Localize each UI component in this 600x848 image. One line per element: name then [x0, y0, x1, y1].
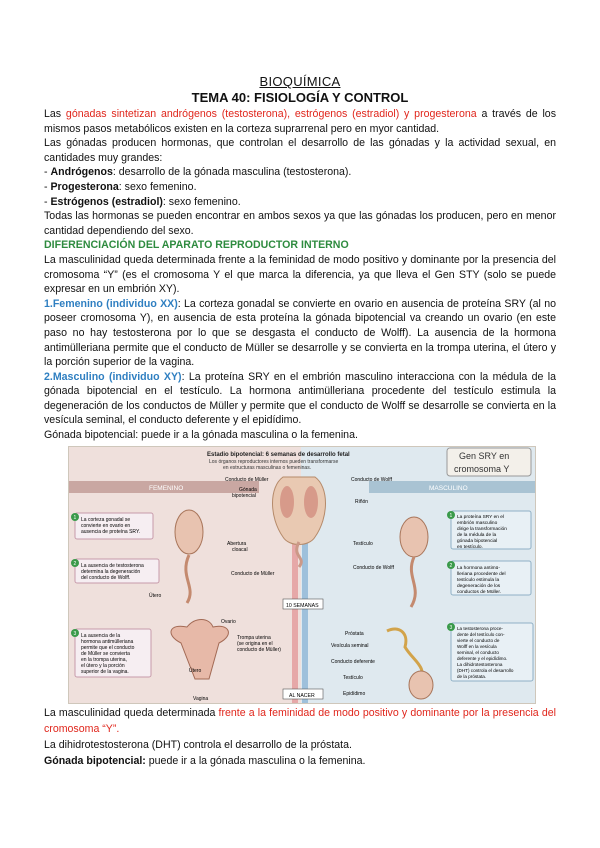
- box-text: de la médula de la: [457, 533, 497, 538]
- box-text: ausencia de proteína SRY.: [81, 529, 141, 535]
- label: Útero: [189, 668, 202, 674]
- box-text: superior de la vagina.: [81, 669, 129, 675]
- male-paragraph: 2.Masculino (individuo XY): La proteína SRY en el embrión masculino interacciona con la médula de la gónada bipotencial en el testículo. La hormona antimülleriana procedente del testículo estimula la degeneración de los conductos de Müller y permite que el conducto de Wolff se desarrolle se convierta en la vesícula seminal, el conducto deferente y el epidídimo.: [44, 370, 556, 427]
- hormone-list-item: - Andrógenos: desarrollo de la gónada masculina (testosterona).: [44, 166, 352, 179]
- box-text: convierte en ovario en: [81, 523, 131, 529]
- femenino-label: FEMENINO: [149, 485, 184, 492]
- closing-paragraph-1: La masculinidad queda determinada frente a la feminidad de modo positivo y dominante por la presencia del cromosoma “Y”.: [44, 707, 556, 735]
- section-heading: DIFERENCIACIÓN DEL APARATO REPRODUCTOR INTERNO: [44, 239, 349, 252]
- label: Conducto de Müller: [231, 571, 275, 577]
- box-text: Wolff en la vesícula: [457, 644, 497, 649]
- box-text: La corteza gonadal se: [81, 517, 131, 523]
- label: Riñón: [355, 499, 369, 505]
- box-text: permite que el conducto: [81, 645, 135, 651]
- sry-badge-line: cromosoma Y: [454, 464, 510, 474]
- box-text: La hormona antimü-: [457, 566, 500, 571]
- box-text: en testículo.: [457, 545, 483, 550]
- box-text: degeneración de los: [457, 584, 501, 589]
- box-text: La ausencia de testosterona: [81, 563, 144, 569]
- diagram-subtitle: en estructuras masculinas o femeninas.: [223, 465, 312, 471]
- female-paragraph: 1.Femenino (individuo XX): La corteza gonadal se convierte en ovario en ausencia de proteína SRY (al no poseer cromosoma Y), en ausencia de esta proteína la gónada bipotencial va creando un ovario (en este paso no hay testosterona por lo que se desgasta el conducto de Wolff). La ausencia de la hormona antimülleriana permite que el conducto de Müller se desarrolle y se convierta en la trompa uterina, el útero y la porción superior de la vagina.: [44, 297, 556, 369]
- box-text: (DHT) controla el desarrollo: [457, 668, 514, 673]
- box-text: La dihidrotestosterona: [457, 662, 503, 667]
- box-text: conductos de Müller.: [457, 590, 501, 595]
- section-paragraph-1: La masculinidad queda determinada frente a la feminidad de modo positivo y dominante por la presencia del cromosoma “Y” (es el cromosoma Y el que marca la diferencia, ya que lleva el Gen STY (solo se puede expresar en un embrión XY).: [44, 253, 556, 296]
- label: Conducto de Wolff: [353, 565, 394, 571]
- label: Conducto de Müller: [225, 477, 269, 483]
- testis-shape: [409, 671, 433, 699]
- box-text: La ausencia de la: [81, 633, 121, 639]
- label: (se origina en el: [237, 641, 273, 647]
- right-info-box-2: [447, 561, 531, 595]
- birth-label: AL NACER: [289, 693, 315, 699]
- box-text: lleriana procedente del: [457, 572, 506, 577]
- document-body: [44, 74, 556, 443]
- reproductive-diagram: [68, 446, 536, 704]
- box-text: testículo estimula la: [457, 578, 500, 583]
- gonad-shape: [280, 486, 294, 518]
- step-number: 3: [73, 631, 77, 637]
- label: Testículo: [353, 541, 373, 547]
- info-box-3: [71, 629, 151, 677]
- diagram-subtitle: Los órganos reproductores internos pueden transformarse: [209, 459, 339, 465]
- label: bipotencial: [232, 493, 256, 499]
- step-number: 1: [449, 513, 453, 519]
- step-number: 2: [449, 563, 453, 569]
- sry-badge-line: Gen SRY en: [459, 451, 510, 461]
- step-number: 2: [73, 561, 77, 567]
- box-text: el útero y la porción: [81, 663, 125, 669]
- info-box-2: [71, 559, 159, 583]
- weeks-label: 10 SEMANAS: [286, 603, 319, 609]
- page-title: TEMA 40: FISIOLOGÍA Y CONTROL: [191, 90, 409, 105]
- box-text: dirige la transformación: [457, 527, 507, 532]
- label: Conducto de Wolff: [351, 477, 392, 483]
- male-organ-shape: [400, 517, 428, 557]
- hormone-list-item: - Progesterona: sexo femenino.: [44, 180, 197, 193]
- box-text: de la próstata.: [457, 674, 487, 679]
- hormone-list-item: - Estrógenos (estradiol): sexo femenino.: [44, 195, 241, 208]
- box-text: dente del testículo con-: [457, 632, 505, 637]
- box-text: determina la degeneración: [81, 569, 141, 575]
- box-text: de Müller se convierta: [81, 651, 130, 657]
- closing-paragraph-3: Gónada bipotencial: puede ir a la gónada masculina o la femenina.: [44, 755, 366, 767]
- label: Vagina: [193, 696, 209, 702]
- box-text: La testosterona proce-: [457, 626, 503, 631]
- label: conducto de Müller): [237, 647, 281, 653]
- gonada-paragraph: Gónada bipotencial: puede ir a la gónada masculina o la femenina.: [44, 429, 358, 442]
- intro-paragraph-2: Las gónadas producen hormonas, que controlan el desarrollo de las gónadas y la actividad sexual, en cantidades muy grandes:: [44, 137, 556, 164]
- box-text: hormona antimülleriana: [81, 639, 134, 645]
- label: Gónada: [239, 487, 257, 493]
- step-number: 1: [73, 515, 77, 521]
- label: Conducto deferente: [331, 659, 375, 665]
- diagram-svg: [69, 447, 535, 703]
- label: Testículo: [343, 675, 363, 681]
- subject-heading: BIOQUÍMICA: [259, 74, 341, 89]
- label: Epidídimo: [343, 691, 366, 697]
- label: cloacal: [232, 547, 248, 553]
- masculino-label: MASCULINO: [429, 485, 468, 492]
- intro-paragraph-3: Todas las hormonas se pueden encontrar en ambos sexos ya que las gónadas los producen, pero en menor cantidad dependiendo del sexo.: [44, 210, 556, 237]
- diagram-title: Estadio bipotencial: 6 semanas de desarrollo fetal: [207, 452, 350, 458]
- box-text: La proteína SRY en el: [457, 515, 505, 520]
- label: Abertura: [227, 541, 247, 547]
- step-number: 3: [449, 625, 453, 631]
- box-text: embrión masculino: [457, 521, 498, 526]
- label: Ovario: [221, 619, 236, 625]
- info-box-1: [71, 513, 153, 539]
- label: Vesícula seminal: [331, 643, 369, 649]
- box-text: en la trompa uterina,: [81, 657, 127, 663]
- label: Trompa uterina: [237, 635, 271, 641]
- closing-text: [44, 705, 556, 769]
- box-text: vierte el conducto de: [457, 638, 500, 643]
- gonad-shape: [304, 486, 318, 518]
- female-organ-shape: [175, 510, 203, 554]
- label: Útero: [149, 593, 162, 599]
- closing-paragraph-2: La dihidrotestosterona (DHT) controla el desarrollo de la próstata.: [44, 739, 352, 751]
- right-info-box-3: [447, 623, 533, 681]
- box-text: seminal, el conducto: [457, 650, 499, 655]
- box-text: gónada bipotencial: [457, 539, 498, 544]
- right-info-box-1: [447, 511, 531, 550]
- label: Próstata: [345, 631, 364, 637]
- intro-paragraph-1: Las gónadas sintetizan andrógenos (testosterona), estrógenos (estradiol) y progesterona a través de los mismos pasos metabólicos existen en la corteza suprarrenal pero en myor cantidad.: [44, 108, 557, 135]
- box-text: deferente y el epidídimo.: [457, 656, 508, 661]
- box-text: del conducto de Wolff.: [81, 575, 131, 581]
